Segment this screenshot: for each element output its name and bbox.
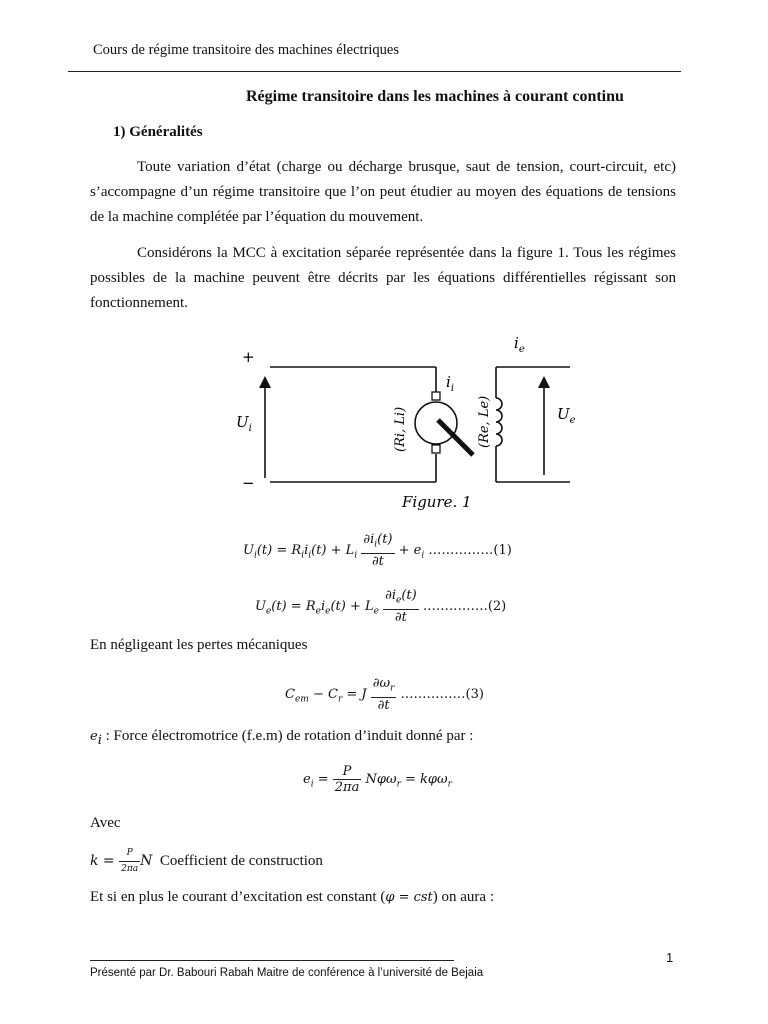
text-excitation: Et si en plus le courant d’excitation est constant (φ = cst) on aura : <box>90 889 495 905</box>
ue-label: $U_e$ <box>557 405 576 426</box>
text-fem: $e_i$ : Force électromotrice (f.e.m) de rotation d’induit donné par : <box>90 728 474 748</box>
circuit-figure <box>220 330 590 520</box>
ii-label: $i_i$ <box>446 373 455 394</box>
page-number: 1 <box>666 950 674 965</box>
ie-label: $i_e$ <box>514 334 525 355</box>
text-coefficient: k = $\frac{P}{2\pi a}$ N Coefficient de construction <box>90 848 323 874</box>
text-avec: Avec <box>90 815 121 831</box>
equation-3: $C_{em} - C_r = J$ $\frac{\partial\omega_r}{\partial t}$ ……………(3) <box>285 676 484 713</box>
paragraph-1: Toute variation d’état (charge ou décharge brusque, saut de tension, court-circuit, etc) s’accompagne d’un régime transitoire que l’on peut étudier au moyen des équations de tensions de la machine complétée par l’équation du mouvement. <box>90 159 676 225</box>
ui-label: $U_i$ <box>236 413 252 434</box>
equation-2: $U_e(t) = R_ei_e(t) + L_e$ $\frac{\partial i_e(t)}{\partial t}$ ……………(2) <box>255 588 507 625</box>
page-title: Régime transitoire dans les machines à courant continu <box>246 88 624 105</box>
footer-text: Présenté par Dr. Babouri Rabah Maitre de conférence à l’université de Bejaia <box>90 967 484 979</box>
brush-bottom <box>432 445 440 453</box>
plus-sign: + <box>242 348 255 366</box>
footer-rule <box>90 960 454 961</box>
running-header: Cours de régime transitoire des machines électriques <box>93 42 400 58</box>
ui-arrowhead <box>259 376 271 388</box>
section-heading: 1) Généralités <box>113 124 203 140</box>
minus-sign: − <box>242 474 255 492</box>
figure-caption: Figure. 1 <box>402 493 472 511</box>
text-pertes: En négligeant les pertes mécaniques <box>90 637 308 653</box>
motor-armature-symbol <box>415 402 457 444</box>
re-le-label: (Re, Le) <box>477 395 492 448</box>
field-coil-symbol <box>496 398 502 446</box>
ue-arrowhead <box>538 376 550 388</box>
ri-li-label: (Ri, Li) <box>393 406 408 452</box>
brush-top <box>432 392 440 400</box>
header-rule <box>68 71 681 72</box>
paragraph-2: Considérons la MCC à excitation séparée représentée dans la figure 1. Tous les régimes possibles de la machine peuvent être décrits par les équations différentielles régissant son fonctionnement. <box>90 245 676 311</box>
equation-1: $U_i(t) = R_ii_i(t) + L_i$ $\frac{\partial i_i(t)}{\partial t}$ + $e_i$ ……………(1) <box>243 532 512 569</box>
equation-fem: $e_i$ = $\frac{P}{2\pi a}$ Nφω$_r$ = kφω$_r$ <box>303 764 452 795</box>
